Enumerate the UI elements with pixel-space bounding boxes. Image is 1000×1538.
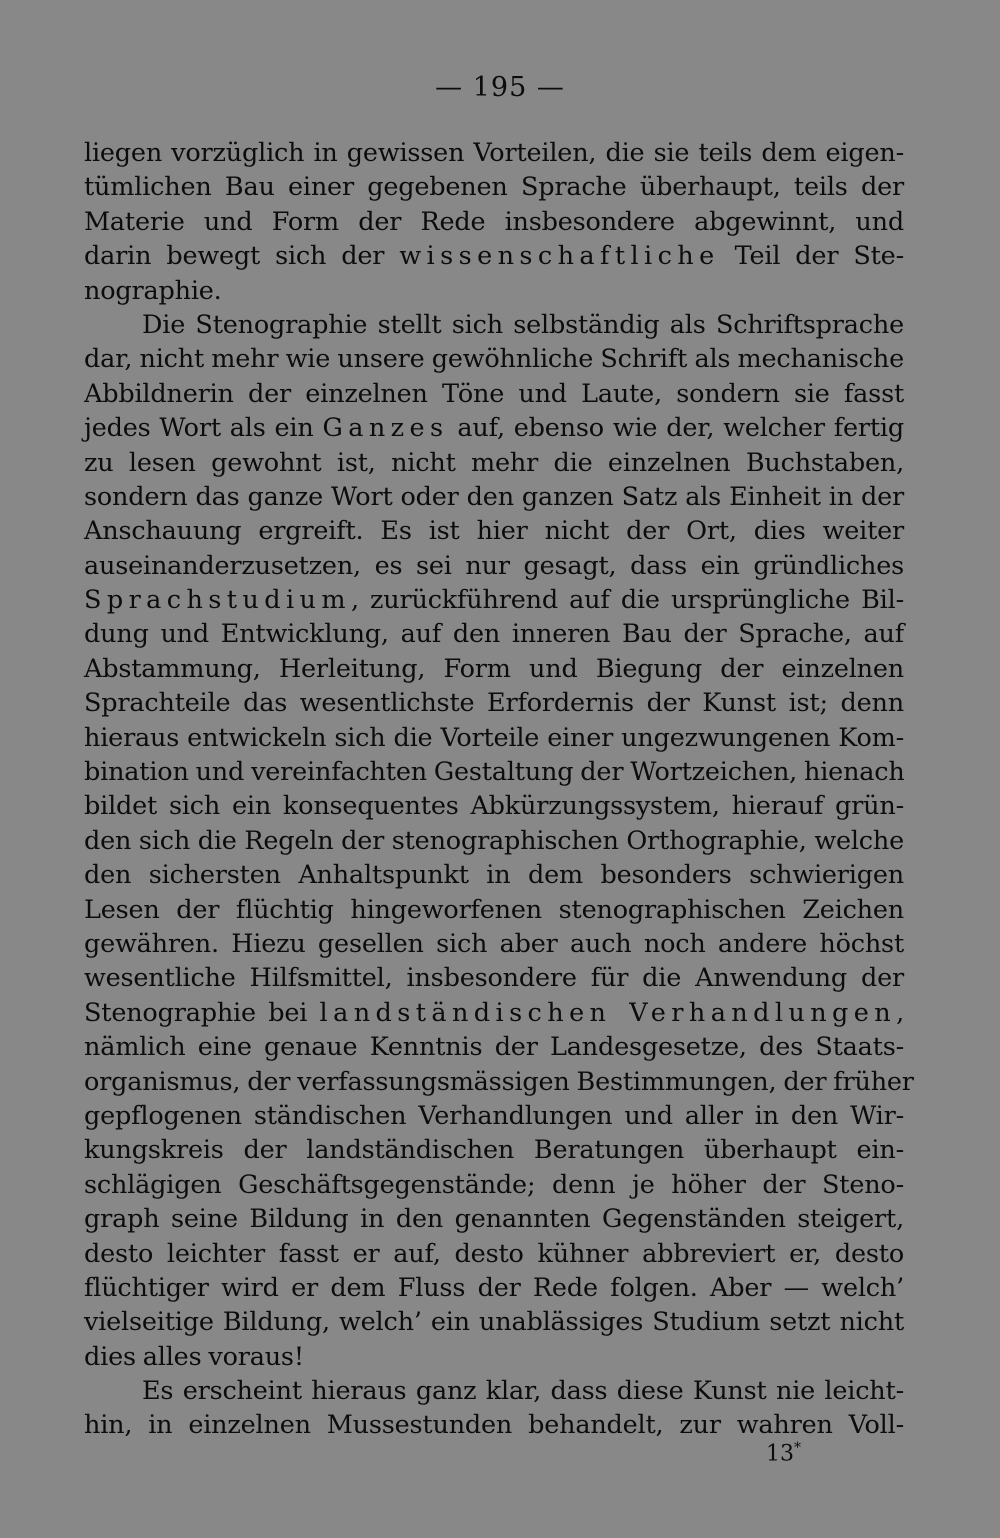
text-line: Es erscheint hieraus ganz klar, dass diese Kunst nie leicht- — [142, 1376, 904, 1407]
page-number: — 195 — — [435, 72, 565, 103]
text-line: Sprachteile das wesentlichste Erfordernis der Kunst ist; denn — [84, 688, 904, 719]
signature-number: 13 — [766, 1441, 794, 1467]
text-line: organismus, der verfassungsmässigen Bestimmungen, der früher — [84, 1066, 914, 1097]
text-line: Materie und Form der Rede insbesondere abgewinnt, und — [84, 206, 904, 237]
emphasized-spaced-text: Sprachstudium — [84, 585, 351, 616]
text-line: liegen vorzüglich in gewissen Vorteilen, die sie teils dem eigen- — [84, 138, 904, 168]
text-line: Lesen der flüchtig hingeworfenen stenographischen Zeichen — [84, 894, 904, 925]
text-line: bildet sich ein konsequentes Abkürzungssystem, hierauf grün- — [84, 791, 904, 822]
signature-star: * — [794, 1440, 801, 1456]
emphasized-spaced-text: Ganzes — [322, 413, 449, 444]
text-line: Abbildnerin der einzelnen Töne und Laute, sondern sie fasst — [84, 378, 904, 409]
text-line — [84, 239, 904, 273]
text-line: dar, nicht mehr wie unsere gewöhnliche Schrift als mechanische — [84, 344, 904, 375]
text-line: Anschauung ergreift. Es ist hier nicht der Ort, dies weiter — [84, 516, 904, 547]
text-line — [84, 583, 904, 617]
text-segment: auf, ebenso wie der, welcher fertig — [448, 413, 904, 444]
text-line: sondern das ganze Wort oder den ganzen Satz als Einheit in der — [84, 481, 904, 512]
text-segment: , zurückführend auf die ursprüngliche Bil- — [350, 585, 904, 616]
emphasized-spaced-text: wissenschaftliche — [399, 241, 720, 272]
text-line: tümlichen Bau einer gegebenen Sprache überhaupt, teils der — [84, 172, 904, 203]
text-segment: , — [896, 997, 904, 1028]
text-line: nämlich eine genaue Kenntnis der Landesgesetze, des Staats- — [84, 1032, 904, 1063]
printer-signature-mark — [766, 1440, 801, 1466]
text-line: vielseitige Bildung, welch’ ein unablässiges Studium setzt nicht — [84, 1307, 904, 1338]
text-segment: darin bewegt sich der — [84, 241, 400, 272]
text-line: bination und vereinfachten Gestaltung der Wortzeichen, hienach — [84, 757, 905, 788]
text-line — [84, 411, 904, 445]
text-line — [84, 996, 904, 1030]
text-line: hin, in einzelnen Mussestunden behandelt, zur wahren Voll- — [84, 1410, 904, 1441]
text-line: den sichersten Anhaltspunkt in dem besonders schwierigen — [84, 860, 904, 891]
text-line: kungskreis der landständischen Beratungen überhaupt ein- — [84, 1135, 904, 1166]
text-line: gewähren. Hiezu gesellen sich aber auch noch andere höchst — [84, 928, 904, 959]
text-segment: jedes Wort als ein — [84, 413, 323, 444]
text-line: flüchtiger wird er dem Fluss der Rede folgen. Aber — welch’ — [84, 1272, 904, 1303]
text-line: desto leichter fasst er auf, desto kühner abbreviert er, desto — [84, 1238, 904, 1269]
text-line: gepflogenen ständischen Verhandlungen und aller in den Wir- — [84, 1100, 904, 1131]
text-line: den sich die Regeln der stenographischen Orthographie, welche — [84, 825, 904, 856]
body-text — [84, 136, 914, 1443]
text-line: graph seine Bildung in den genannten Gegenständen steigert, — [84, 1204, 904, 1235]
text-line: Abstammung, Herleitung, Form und Biegung der einzelnen — [84, 653, 904, 684]
text-line: dung und Entwicklung, auf den inneren Bau der Sprache, auf — [84, 619, 904, 650]
text-line: wesentliche Hilfsmittel, insbesondere für die Anwendung der — [84, 963, 904, 994]
text-line: dies alles voraus! — [84, 1341, 304, 1372]
emphasized-spaced-text: landständischen Verhandlungen — [319, 997, 897, 1028]
text-segment: Teil der Ste- — [719, 241, 904, 272]
text-segment: Stenographie bei — [84, 997, 320, 1028]
text-line: nographie. — [84, 275, 222, 306]
text-line: Die Stenographie stellt sich selbständig als Schriftsprache — [142, 309, 904, 340]
text-line: hieraus entwickeln sich die Vorteile einer ungezwungenen Kom- — [84, 722, 904, 753]
text-line: zu lesen gewohnt ist, nicht mehr die einzelnen Buchstaben, — [84, 447, 904, 478]
text-line: schlägigen Geschäftsgegenstände; denn je höher der Steno- — [84, 1169, 904, 1200]
text-line: auseinanderzusetzen, es sei nur gesagt, dass ein gründliches — [84, 550, 904, 581]
